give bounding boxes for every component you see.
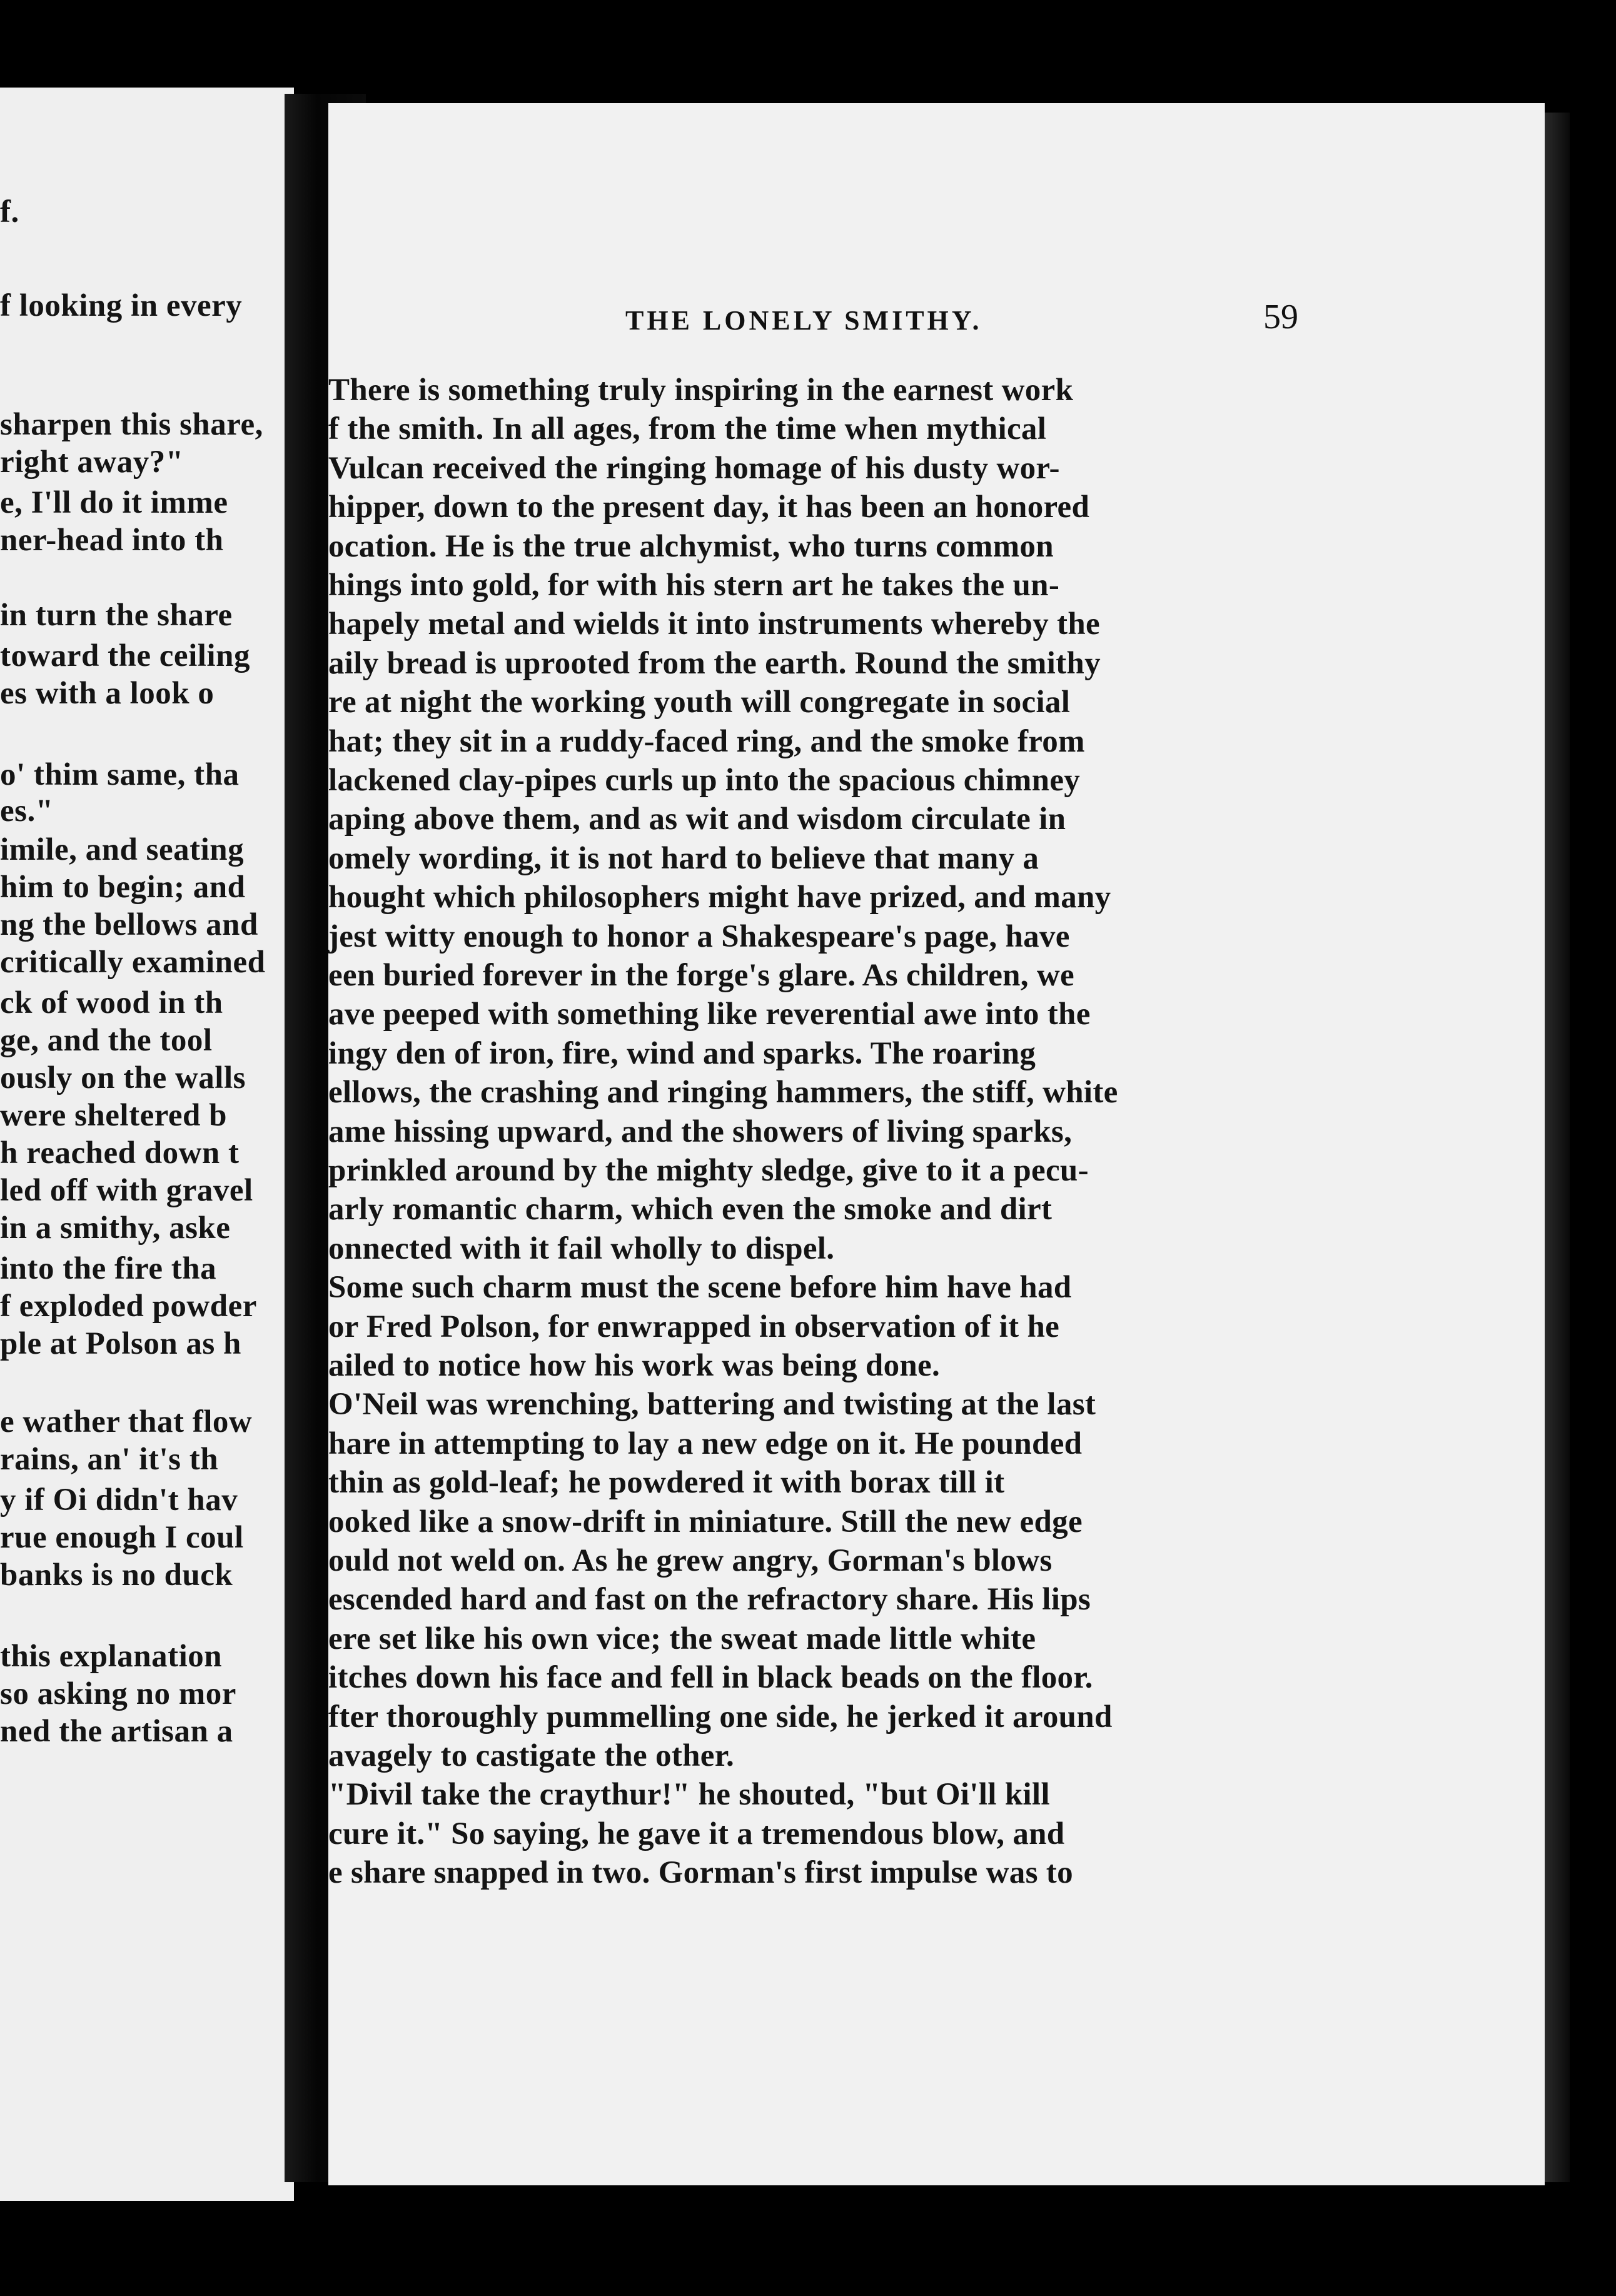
body-line: ooked like a snow-drift in miniature. Still the new edge	[328, 1504, 1083, 1539]
page-number: 59	[1263, 298, 1298, 336]
body-line: "Divil take the craythur!" he shouted, "but Oi'll kill	[328, 1777, 1050, 1812]
body-line: lackened clay-pipes curls up into the spacious chimney	[328, 763, 1081, 798]
left-page-line: f.	[0, 194, 19, 229]
body-line: hapely metal and wields it into instruments whereby the	[328, 607, 1100, 642]
body-line: hought which philosophers might have prized, and many	[328, 880, 1111, 915]
left-page-line: ng the bellows and	[0, 907, 258, 942]
body-line: arly romantic charm, which even the smoke and dirt	[328, 1192, 1053, 1227]
body-line: aily bread is uprooted from the earth. Round the smithy	[328, 646, 1101, 681]
left-page-line: ner-head into th	[0, 523, 224, 558]
left-page-line: were sheltered b	[0, 1098, 228, 1133]
left-page-line: so asking no mor	[0, 1676, 236, 1711]
left-page-line: rue enough I coul	[0, 1520, 244, 1555]
left-page-line: banks is no duck	[0, 1558, 233, 1593]
body-line: ame hissing upward, and the showers of living sparks,	[328, 1114, 1073, 1149]
left-page-line: ck of wood in th	[0, 985, 223, 1020]
body-line: or Fred Polson, for enwrapped in observation of it he	[328, 1309, 1060, 1344]
left-page-line: in turn the share	[0, 598, 233, 633]
body-line: hipper, down to the present day, it has been an honored	[328, 490, 1090, 525]
left-page-line: this explanation	[0, 1639, 223, 1674]
body-line: onnected with it fail wholly to dispel.	[328, 1231, 835, 1266]
body-line: hings into gold, for with his stern art he takes the un-	[328, 568, 1060, 603]
left-page-line: e wather that flow	[0, 1404, 253, 1439]
left-page-line: f looking in every	[0, 288, 243, 323]
body-line: fter thoroughly pummelling one side, he jerked it around	[328, 1699, 1113, 1735]
page-edge-shadow	[1545, 113, 1570, 2182]
body-line: thin as gold-leaf; he powdered it with borax till it	[328, 1465, 1005, 1500]
left-page-line: ously on the walls	[0, 1060, 246, 1095]
left-page-line: sharpen this share,	[0, 407, 263, 442]
left-page-line: imile, and seating	[0, 832, 245, 867]
left-page-line: ple at Polson as h	[0, 1326, 241, 1361]
left-facing-page	[0, 88, 294, 2201]
body-line: aping above them, and as wit and wisdom circulate in	[328, 802, 1066, 837]
body-line: itches down his face and fell in black beads on the floor.	[328, 1660, 1093, 1695]
body-line: ocation. He is the true alchymist, who turns common	[328, 529, 1054, 564]
body-line: ere set like his own vice; the sweat made little white	[328, 1621, 1036, 1656]
left-page-line: es with a look o	[0, 676, 215, 711]
body-line: There is something truly inspiring in the earnest work	[328, 373, 1074, 408]
left-page-line: toward the ceiling	[0, 638, 250, 673]
left-page-line: h reached down t	[0, 1135, 240, 1171]
body-line: ingy den of iron, fire, wind and sparks. The roaring	[328, 1036, 1036, 1071]
body-line: jest witty enough to honor a Shakespeare's page, have	[328, 919, 1070, 954]
left-page-line: critically examined	[0, 945, 266, 980]
body-line: avagely to castigate the other.	[328, 1738, 735, 1773]
left-page-line: f exploded powder	[0, 1289, 257, 1324]
running-head: THE LONELY SMITHY.	[625, 305, 982, 336]
left-page-line: in a smithy, aske	[0, 1211, 231, 1246]
body-line: een buried forever in the forge's glare. As children, we	[328, 958, 1074, 993]
body-line: prinkled around by the mighty sledge, give to it a pecu-	[328, 1153, 1089, 1188]
body-line: Some such charm must the scene before him have had	[328, 1270, 1072, 1305]
left-page-line: e, I'll do it imme	[0, 485, 228, 520]
body-line: O'Neil was wrenching, battering and twisting at the last	[328, 1387, 1096, 1422]
left-page-line: y if Oi didn't hav	[0, 1483, 238, 1518]
body-line: ould not weld on. As he grew angry, Gorman's blows	[328, 1543, 1053, 1578]
body-line: re at night the working youth will congregate in social	[328, 685, 1071, 720]
body-line: Vulcan received the ringing homage of his dusty wor-	[328, 451, 1060, 486]
body-line: e share snapped in two. Gorman's first impulse was to	[328, 1855, 1073, 1890]
body-line: cure it." So saying, he gave it a tremendous blow, and	[328, 1816, 1065, 1851]
left-page-line: right away?"	[0, 445, 184, 480]
left-page-line: led off with gravel	[0, 1173, 253, 1208]
body-line: hat; they sit in a ruddy-faced ring, and the smoke from	[328, 724, 1085, 759]
body-line: f the smith. In all ages, from the time when mythical	[328, 411, 1047, 446]
left-page-line: ned the artisan a	[0, 1714, 233, 1749]
left-page-line: him to begin; and	[0, 870, 246, 905]
left-page-line: ge, and the tool	[0, 1023, 213, 1058]
left-page-line: rains, an' it's th	[0, 1442, 219, 1477]
body-line: omely wording, it is not hard to believe that many a	[328, 841, 1039, 876]
right-page	[328, 103, 1545, 2185]
body-line: ellows, the crashing and ringing hammers, the stiff, white	[328, 1075, 1118, 1110]
body-line: ailed to notice how his work was being done.	[328, 1348, 941, 1383]
left-page-line: into the fire tha	[0, 1251, 217, 1286]
left-page-line: es."	[0, 793, 54, 828]
body-line: escended hard and fast on the refractory share. His lips	[328, 1582, 1091, 1617]
body-line: ave peeped with something like reverential awe into the	[328, 997, 1091, 1032]
left-page-line: o' thim same, tha	[0, 757, 240, 792]
body-line: hare in attempting to lay a new edge on it. He pounded	[328, 1426, 1083, 1461]
